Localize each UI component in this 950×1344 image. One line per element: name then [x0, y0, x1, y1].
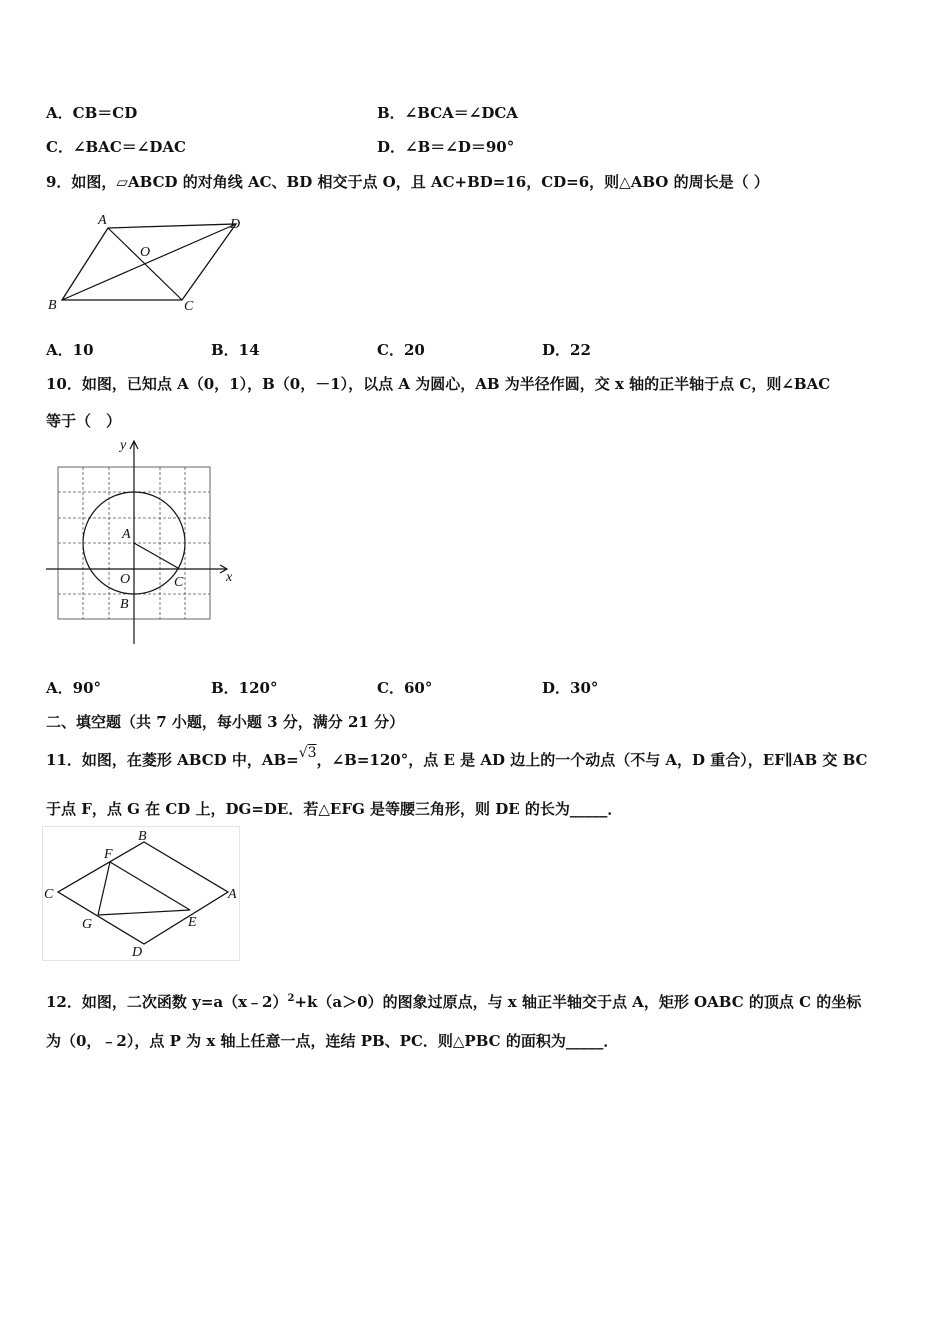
q12-stem-line1 [46, 991, 861, 1012]
q12-superscript: 2 [287, 993, 295, 1004]
q8-option-c: C．∠BAC＝∠DAC [46, 138, 186, 156]
q8-option-b: B．∠BCA＝∠DCA [377, 104, 518, 122]
label-e: E [188, 915, 197, 930]
figure-frame [43, 827, 240, 961]
q9-option-d: D．22 [542, 341, 591, 359]
q11-stem-part-b: ，∠B=120°，点 E 是 AD 边上的一个动点（不与 A，D 重合），EF∥AB 交 BC [316, 751, 868, 769]
label-y: y [120, 438, 127, 453]
sqrt-3 [299, 745, 317, 761]
label-d: D [132, 945, 143, 960]
q8-option-a: A．CB＝CD [46, 104, 138, 122]
q10-option-c: C．60° [377, 679, 433, 697]
q11-stem-line1 [46, 745, 868, 770]
q10-coordinate-figure [40, 434, 240, 646]
label-c: C [44, 887, 54, 902]
label-c: C [174, 575, 184, 590]
q12-stem-part-b: +k（a＞0）的图象过原点，与 x 轴正半轴交于点 A，矩形 OABC 的顶点 C 的坐标 [294, 993, 862, 1011]
q9-parallelogram-figure [44, 210, 254, 314]
q9-stem: 9．如图，▱ABCD 的对角线 AC、BD 相交于点 O，且 AC+BD=16，CD=6，则△ABO 的周长是（ ） [46, 173, 769, 191]
q8-option-d: D．∠B＝∠D＝90° [377, 138, 515, 156]
q10-option-b: B．120° [211, 679, 278, 697]
segment-ge [98, 910, 190, 915]
segment-fg [98, 862, 110, 915]
q11-rhombus-figure [42, 826, 242, 962]
sqrt-radicand: 3 [307, 745, 317, 761]
label-g: G [82, 917, 93, 932]
label-b: B [138, 829, 147, 844]
label-a: A [228, 887, 237, 902]
q9-option-c: C．20 [377, 341, 425, 359]
q11-stem-line2: 于点 F，点 G 在 CD 上，DG=DE．若△EFG 是等腰三角形，则 DE 的长为_____． [46, 800, 623, 818]
label-x: x [226, 570, 233, 585]
segment-fe [110, 862, 190, 910]
q10-stem-line2: 等于（ ） [46, 412, 122, 430]
sqrt-sign: √ [298, 745, 308, 761]
label-a: A [98, 213, 107, 228]
label-a: A [122, 527, 131, 542]
label-b: B [48, 298, 57, 313]
label-c: C [184, 299, 194, 314]
q10-option-d: D．30° [542, 679, 599, 697]
label-b: B [120, 597, 129, 612]
section-2-title: 二、填空题（共 7 小题，每小题 3 分，满分 21 分） [46, 713, 405, 731]
label-o: O [140, 245, 151, 260]
q9-option-a: A．10 [46, 341, 94, 359]
q10-option-a: A．90° [46, 679, 102, 697]
q11-stem-part-a: 11．如图，在菱形 ABCD 中，AB= [46, 751, 299, 769]
diagonal-bd [62, 224, 236, 300]
label-o: O [120, 572, 131, 587]
label-f: F [104, 847, 113, 862]
q12-stem-part-a: 12．如图，二次函数 y=a（x﹣2） [46, 993, 288, 1011]
q10-stem-line1: 10．如图，已知点 A（0，1），B（0，－1），以点 A 为圆心，AB 为半径作圆，交 x 轴的正半轴于点 C，则∠BAC [46, 375, 831, 393]
label-d: D [230, 217, 241, 232]
q12-stem-line2: 为（0，﹣2），点 P 为 x 轴上任意一点，连结 PB、PC．则△PBC 的面积为_____． [46, 1032, 619, 1050]
q9-option-b: B．14 [211, 341, 260, 359]
segment-ac [134, 543, 178, 568]
